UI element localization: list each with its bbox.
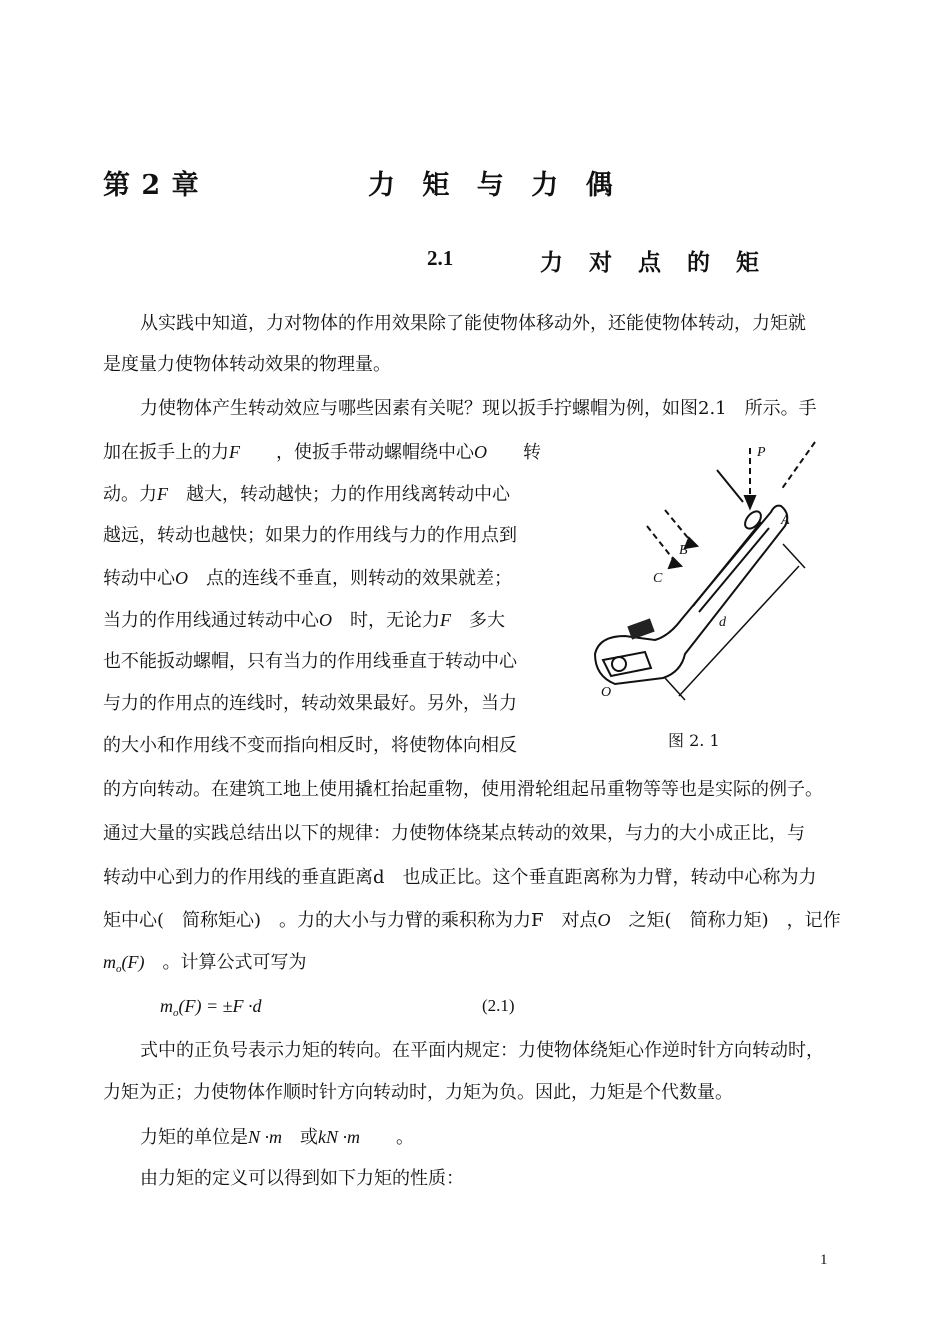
math-symbol: F [440, 610, 451, 630]
label-d: d [719, 615, 726, 630]
text-run: 之矩( 简称力矩) ，记作 [628, 910, 841, 931]
paragraph-line [103, 950, 306, 981]
paragraph-line: 也不能扳动螺帽，只有当力的作用线垂直于转动中心 [103, 651, 517, 672]
force-line-diag [781, 442, 815, 490]
paragraph-line: 越远，转动也越快；如果力的作用线与力的作用点到 [103, 525, 517, 546]
extension-line [783, 544, 805, 568]
text-run: 多大 [469, 610, 505, 631]
text-run: 加在扳手上的力 [103, 442, 229, 463]
paragraph-line [103, 482, 510, 507]
formula-rhs: (F) = ±F ·d [178, 996, 262, 1016]
wrench-figure [585, 440, 820, 708]
paragraph-line [103, 566, 512, 591]
math-symbol: m [103, 952, 116, 972]
paragraph-line [103, 908, 841, 933]
force-line-A [717, 470, 743, 502]
text-run: 力矩的单位是 [140, 1127, 248, 1148]
math-subscript: o [116, 963, 122, 975]
label-P: P [757, 445, 766, 460]
math-symbol: (F) [121, 952, 145, 972]
extension-line [665, 678, 685, 700]
paragraph-line [103, 440, 541, 465]
arrowhead [669, 558, 681, 568]
formula [160, 994, 262, 1025]
text-run: 。计算公式可写为 [162, 952, 307, 973]
label-C: C [653, 571, 663, 586]
math-symbol: F [229, 442, 240, 462]
label-O: O [601, 685, 612, 700]
paragraph-line: 力使物体产生转动效应与哪些因素有关呢？现以扳手拧螺帽为例，如图2.1 所示。手 [140, 398, 817, 419]
unit-symbol: N ·m [248, 1127, 283, 1147]
paragraph-line: 通过大量的实践总结出以下的规律：力使物体绕某点转动的效果，与力的大小成正比，与 [103, 823, 805, 844]
text-run: 当力的作用线通过转动中心 [103, 610, 319, 631]
thumbwheel [627, 618, 654, 639]
math-symbol: m [160, 996, 173, 1016]
paragraph-line: 力矩为正；力使物体作顺时针方向转动时，力矩为负。因此，力矩是个代数量。 [103, 1082, 733, 1103]
paragraph-line: 是度量力使物体转动效果的物理量。 [103, 354, 391, 375]
wrench-slot [693, 522, 769, 612]
text-run: ，使扳手带动螺帽绕中心 [276, 442, 474, 463]
wrench-hole [742, 508, 764, 531]
math-symbol: O [597, 910, 611, 930]
chapter-title: 力 矩 与 力 偶 [368, 170, 622, 201]
text-run: 转动中心 [103, 568, 175, 589]
nut [612, 657, 626, 671]
paragraph-line: 由力矩的定义可以得到如下力矩的性质： [140, 1168, 464, 1189]
equation-number: (2.1) [482, 996, 515, 1015]
math-symbol: O [319, 610, 332, 630]
text-run: 转 [523, 442, 541, 463]
paragraph-line: 的方向转动。在建筑工地上使用撬杠抬起重物，使用滑轮组起吊重物等等也是实际的例子。 [103, 779, 823, 800]
unit-symbol: kN ·m [318, 1127, 361, 1147]
text-run: 越大，转动越快；力的作用线离转动中心 [186, 484, 510, 505]
math-symbol: O [175, 568, 188, 588]
paragraph-line [140, 1125, 414, 1150]
text-run: 点的连线不垂直，则转动的效果就差； [206, 568, 512, 589]
section-number: 2.1 [427, 246, 454, 270]
section-title: 力 对 点 的 矩 [540, 249, 769, 276]
paragraph-line: 的大小和作用线不变而指向相反时，将使物体向相反 [103, 735, 517, 756]
paragraph-line: 从实践中知道，力对物体的作用效果除了能使物体移动外，还能使物体转动，力矩就 [140, 313, 806, 334]
chapter-number: 第 2 章 [103, 170, 200, 201]
label-A: A [781, 513, 790, 528]
text-run: 时，无论力 [350, 610, 440, 631]
page-number: 1 [820, 1252, 828, 1268]
math-subscript: o [173, 1007, 179, 1019]
label-B: B [679, 543, 688, 558]
figure-caption: 图 2. 1 [668, 731, 720, 750]
wrench-handle [595, 506, 787, 684]
text-run: 或 [300, 1127, 319, 1148]
paragraph-line: 转动中心到力的作用线的垂直距离d 也成正比。这个垂直距离称为力臂，转动中心称为力 [103, 867, 817, 888]
paragraph-line: 式中的正负号表示力矩的转向。在平面内规定：力使物体绕矩心作逆时针方向转动时， [140, 1040, 824, 1061]
text-run: 矩中心( 简称矩心) 。力的大小与力臂的乘积称为力F 对点 [103, 910, 598, 931]
math-symbol: F [157, 484, 168, 504]
arrowhead [745, 496, 755, 508]
math-symbol: O [474, 442, 487, 462]
paragraph-line: 与力的作用点的连线时，转动效果最好。另外，当力 [103, 693, 517, 714]
text-run: 。 [396, 1127, 415, 1148]
paragraph-line [103, 608, 505, 633]
text-run: 动。力 [103, 484, 157, 505]
